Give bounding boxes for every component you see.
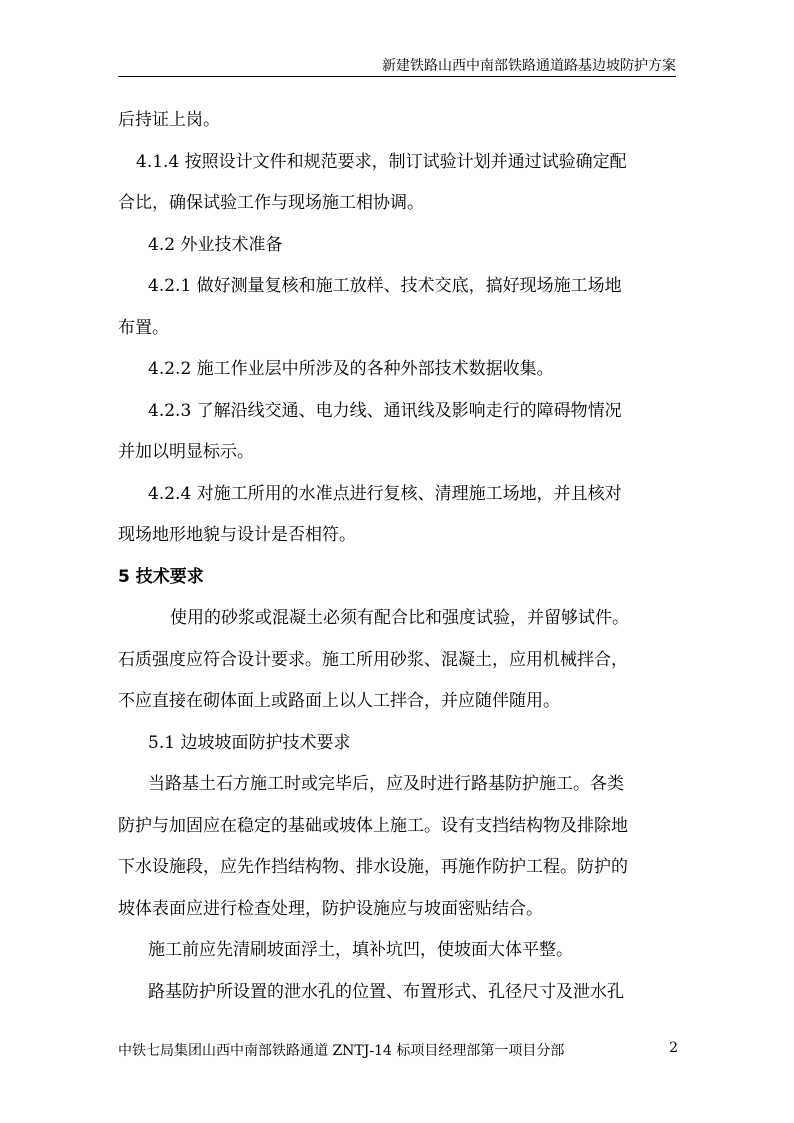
chapter-heading: 5 技术要求 [118,566,204,587]
paragraph-line: 坡体表面应进行检查处理，防护设施应与坡面密贴结合。 [118,898,543,919]
paragraph-line: 当路基土石方施工时或完毕后，应及时进行路基防护施工。各类 [148,774,624,794]
document-body [118,100,678,1013]
page-number: 2 [669,1040,678,1056]
paragraph-line: 现场地形地貌与设计是否相符。 [118,525,356,545]
paragraph-line: 4.2.3 了解沿线交通、电力线、通讯线及影响走行的障碍物情况 [148,400,622,421]
paragraph-line: 使用的砂浆或混凝土必须有配合比和强度试验，并留够试件。 [170,608,629,628]
paragraph-line: 4.2.2 施工作业层中所涉及的各种外部技术数据收集。 [148,359,554,379]
section-heading: 4.2 外业技术准备 [148,234,283,255]
paragraph-line: 4.2.1 做好测量复核和施工放样、技术交底，搞好现场施工场地 [148,276,622,296]
paragraph-line: 路基防护所设置的泄水孔的位置、布置形式、孔径尺寸及泄水孔 [148,981,624,1002]
paragraph-line: 不应直接在砌体面上或路面上以人工拌合，并应随伴随用。 [118,691,560,711]
page-footer [118,1040,678,1060]
section-heading: 5.1 边坡坡面防护技术要求 [148,732,351,753]
paragraph-line: 并加以明显标示。 [118,442,254,462]
page-header: 新建铁路山西中南部铁路通道路基边坡防护方案 [382,58,676,74]
paragraph-line: 石质强度应符合设计要求。施工所用砂浆、混凝土，应用机械拌合， [118,649,628,670]
paragraph-line: 下水设施段，应先作挡结构物、排水设施，再施作防护工程。防护的 [118,857,628,877]
header-divider [118,76,676,77]
paragraph-line: 施工前应先清刷坡面浮土，填补坑凹，使坡面大体平整。 [148,940,573,960]
paragraph-line: 4.1.4 按照设计文件和规范要求，制订试验计划并通过试验确定配 [136,151,627,172]
paragraph-line: 4.2.4 对施工所用的水准点进行复核、清理施工场地，并且核对 [148,483,622,504]
paragraph-line: 合比，确保试验工作与现场施工相协调。 [118,193,424,213]
paragraph-line: 后持证上岗。 [118,110,220,130]
paragraph-line: 布置。 [118,317,169,338]
footer-text: 中铁七局集团山西中南部铁路通道 ZNTJ-14 标项目经理部第一项目分部 [118,1043,565,1059]
paragraph-line: 防护与加固应在稳定的基础或坡体上施工。设有支挡结构物及排除地 [118,815,628,836]
